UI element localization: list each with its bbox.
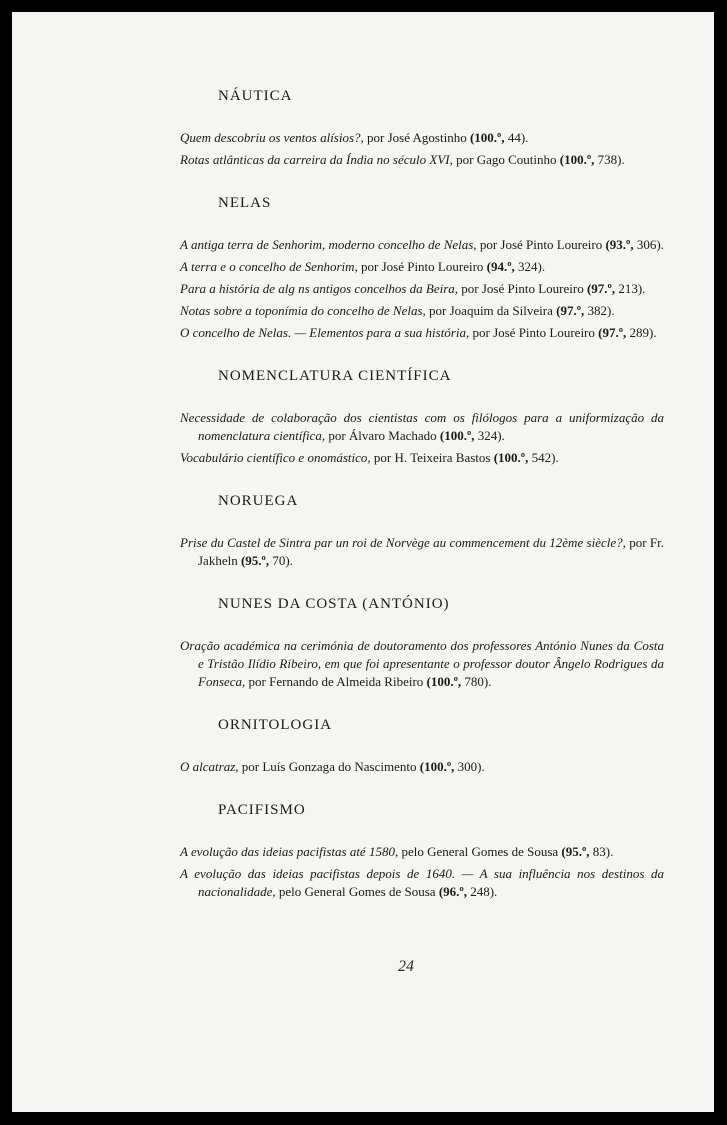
entry-title: O concelho de Nelas. — Elementos para a sua história, — [180, 325, 470, 340]
entry-volume: (97.º, — [598, 325, 627, 340]
section-heading: NUNES DA COSTA (ANTÓNIO) — [218, 596, 450, 612]
entry-author: por Gago Coutinho — [452, 152, 560, 167]
section-nelas — [180, 195, 664, 342]
entry-title: Prise du Castel de Sintra par un roi de Norvège au commencement du 12ème siècle?, — [180, 535, 626, 550]
entry-page: 248). — [466, 884, 498, 899]
section-noruega — [180, 493, 664, 570]
entry-title: Para a história de alg ns antigos concelhos da Beira, — [180, 281, 459, 296]
entry-volume: (97.º, — [586, 281, 616, 296]
entry-page: 324). — [514, 259, 546, 274]
entry-author: por José Agostinho — [363, 130, 470, 145]
section-heading: NÁUTICA — [218, 88, 293, 104]
entry-page: 300). — [454, 759, 485, 774]
entry-title: Notas sobre a toponímia do concelho de Nelas, — [180, 303, 426, 318]
entry-title: Oração académica na cerimónia de doutoramento dos professores António Nunes da Costa e Tristão Ilídio Ribeiro, em que foi apresentante o professor doutor Ângelo Rodrigues da Fonseca, — [180, 638, 664, 689]
entry-volume: (100.º, — [493, 450, 529, 465]
entry-volume: (100.º, — [419, 759, 455, 774]
section-heading: PACIFISMO — [218, 802, 306, 818]
entry-author: por Fr. Jakheln — [198, 535, 664, 568]
entry-page: 780). — [461, 674, 492, 689]
entry-author: pelo General Gomes de Sousa — [275, 884, 439, 899]
entry-title: O alcatraz, — [180, 759, 239, 774]
index-entry — [180, 236, 664, 254]
entry-title: Quem descobriu os ventos alísios?, — [180, 130, 364, 145]
entry-title: Necessidade de colaboração dos cientistas com os filólogos para a uniformização da nomenclatura científica, — [180, 410, 664, 443]
section-heading: NOMENCLATURA CIENTÍFICA — [218, 368, 452, 384]
section-heading: NELAS — [218, 195, 272, 211]
entry-title: A evolução das ideias pacifistas até 1580, — [180, 844, 399, 859]
entry-page: 542). — [528, 450, 559, 465]
entry-page: 70). — [269, 553, 293, 568]
index-entry — [180, 637, 664, 691]
section-heading: ORNITOLOGIA — [218, 717, 333, 733]
section-nautica — [180, 88, 664, 169]
index-entry — [180, 324, 664, 342]
index-entry — [180, 280, 664, 298]
index-entry — [180, 302, 664, 320]
section-nomenclatura-cientifica — [180, 368, 664, 467]
entry-volume: (95.º, — [240, 553, 270, 568]
index-entry — [180, 449, 664, 467]
entry-author: pelo General Gomes de Sousa — [398, 844, 562, 859]
entry-title: Rotas atlânticas da carreira da Índia no século XVI, — [180, 152, 453, 167]
entry-page: 382). — [584, 303, 615, 318]
entry-author: por José Pinto Loureiro — [357, 259, 487, 274]
entry-volume: (97.º, — [556, 303, 585, 318]
page-number: 24 — [398, 958, 414, 975]
entry-page: 213). — [615, 281, 646, 296]
entry-page: 83). — [589, 844, 614, 859]
entry-page: 289). — [626, 325, 657, 340]
index-entry — [180, 129, 664, 147]
entry-author: por José Pinto Loureiro — [458, 281, 587, 296]
entry-title: A evolução das ideias pacifistas depois de 1640. — A sua influência nos destinos da nacionalidade, — [180, 866, 664, 899]
index-content — [180, 88, 664, 913]
entry-page: 324). — [474, 428, 505, 443]
index-entry — [180, 865, 664, 901]
entry-title: A terra e o concelho de Senhorim, — [180, 259, 358, 274]
entry-volume: (100.º, — [439, 428, 475, 443]
index-entry — [180, 843, 664, 861]
section-pacifismo — [180, 802, 664, 901]
entry-page: 306). — [633, 237, 664, 252]
index-entry — [180, 409, 664, 445]
entry-title: Vocabulário científico e onomástico, — [180, 450, 371, 465]
entry-author: por José Pinto Loureiro — [469, 325, 599, 340]
entry-author: por Álvaro Machado — [325, 428, 440, 443]
entry-volume: (100.º, — [469, 130, 505, 145]
entry-page: 44). — [504, 130, 529, 145]
entry-volume: (93.º, — [605, 237, 634, 252]
index-entry — [180, 534, 664, 570]
entry-volume: (94.º, — [486, 259, 515, 274]
section-ornitologia — [180, 717, 664, 776]
entry-author: por H. Teixeira Bastos — [370, 450, 494, 465]
entry-page: 738). — [594, 152, 625, 167]
entry-volume: (96.º, — [438, 884, 467, 899]
entry-author: por Luís Gonzaga do Nascimento — [238, 759, 420, 774]
document-page — [12, 12, 714, 1112]
entry-author: por Fernando de Almeida Ribeiro — [245, 674, 427, 689]
entry-volume: (100.º, — [559, 152, 595, 167]
index-entry — [180, 758, 664, 776]
index-entry — [180, 258, 664, 276]
section-heading: NORUEGA — [218, 493, 299, 509]
entry-volume: (95.º, — [561, 844, 590, 859]
entry-volume: (100.º, — [426, 674, 462, 689]
section-nunes-da-costa — [180, 596, 664, 691]
entry-author: por José Pinto Loureiro — [476, 237, 606, 252]
entry-title: A antiga terra de Senhorim, moderno concelho de Nelas, — [180, 237, 477, 252]
entry-author: por Joaquim da Silveira — [425, 303, 557, 318]
index-entry — [180, 151, 664, 169]
